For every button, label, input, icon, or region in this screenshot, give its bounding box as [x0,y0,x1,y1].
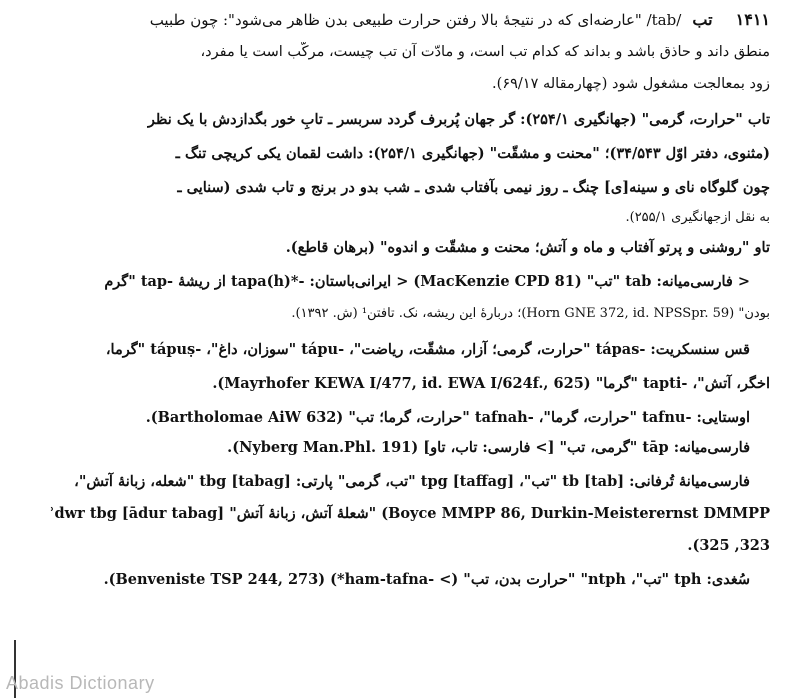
text-line: 323, 325). [687,537,770,554]
text-line: منطق داند و حاذق باشد و بداند که کدام تب است، و مادّت آن تب چیست، مرکّب است یا مفرد، [200,44,770,60]
text-line: تاو "روشنی و پرتو آفتاب و ماه و آتش؛ محنت و مشقّت و اندوه" (برهان قاطع). [285,239,770,256]
text-line: قس سنسکریت: -tápas "حرارت، گرمی؛ آزار، مشقّت، ریاضت"، -tápu "سوزان، داغ"، -tápuṣ "گرما، [105,341,750,358]
text-line: تاب "حرارت، گرمی" (جهانگیری ۲۵۴/۱): گر جهان پُربرف گردد سربسر ـ تابِ خور بگدازدش با یک نظر [147,111,770,128]
text-line: به نقل ازجهانگیری ۲۵۵/۱). [625,210,770,225]
page-number: ۱۴۱۱ [735,10,770,29]
text-line: فارسی‌میانه: tāp "گرمی، تب" [> فارسی: تاب، تاو] (Nyberg Man.Phl. 191). [227,439,750,456]
text-line: < فارسی‌میانه: tab "تب" (MacKenzie CPD 81) < ایرانی‌باستان: -*tapa(h) از ریشهٔ -tap "گرم [104,273,750,290]
header-definition: /tab/ "عارضه‌ای که در نتیجهٔ بالا رفتن حرارت طبیعی بدن ظاهر می‌شود": چون طبیب [149,11,682,29]
text-line: Boyce MMPP 86, Durkin-Meisterernst DMMPP) "شعلهٔ آتش، زبانهٔ آتش" [ādur tabag] ʾdwr tbg [49,505,770,522]
text-line: بودن" (Horn GNE 372, id. NPSSpr. 59)؛ دربارهٔ این ریشه، نک. تافتن¹ (ش. ۱۳۹۲). [291,306,770,321]
text-line: (مثنوی، دفتر اوّل ۳۴/۵۴۳)؛ "محنت و مشقّت" (جهانگیری ۲۵۴/۱): داشت لقمان یکی کریچی تنگ ـ [175,145,770,162]
text-line: چون گلوگاه نای و سینه[ی] چنگ ـ روز نیمی بآفتاب شدی ـ شب بدو در برنج و تاب شدی (سنایی ـ [177,179,770,196]
watermark: Abadis Dictionary [6,673,155,693]
headword: تب [692,10,713,29]
text-line: اخگر، آتش"، -tapti "گرما" (Mayrhofer KEWA I/477, id. EWA I/624f., 625). [212,375,770,392]
text-line: فارسی‌میانهٔ تُرفانی: tb [tab] "تب"، tpg [taffag] "تب، گرمی" پارتی: tbg [tabag] "شعله، زبانهٔ آتش"، [74,473,750,490]
entry-header [30,10,770,38]
text-line: سُغدی: tph "تب"، ntph" "حرارت بدن، تب" (> -ham-tafna*) (Benveniste TSP 244, 273). [103,571,750,588]
text-line: اوستایی: -tafnu "حرارت، گرما"، -tafnah "حرارت، گرما؛ تب" (Bartholomae AiW 632). [145,409,750,426]
text-line: زود بمعالجت مشغول شود (چهارمقاله ۶۹/۱۷). [492,76,770,92]
